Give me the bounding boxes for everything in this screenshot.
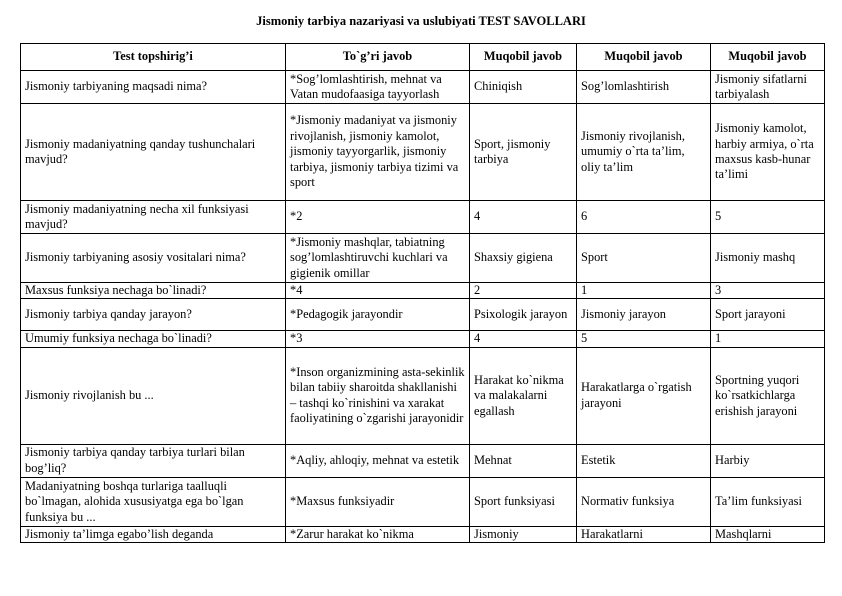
alternative-3-cell: 1 — [711, 331, 825, 347]
table-row — [21, 477, 825, 526]
alternative-2-cell: Harakatlarga o`rgatish jarayoni — [577, 347, 711, 444]
alternative-2-cell: Jismoniy rivojlanish, umumiy o`rta ta’lim, oliy ta’lim — [577, 104, 711, 201]
alternative-1-cell: 4 — [470, 201, 577, 234]
correct-answer-cell: *Inson organizmining asta-sekinlik bilan tabiiy sharoitda shakllanishi – tashqi ko`rinishini va xarakat faoliyatining o`zgarishi jarayonidir — [286, 347, 470, 444]
table-row — [21, 104, 825, 201]
alternative-1-cell: 4 — [470, 331, 577, 347]
table-row — [21, 347, 825, 444]
task-cell: Jismoniy madaniyatning necha xil funksiyasi mavjud? — [21, 201, 286, 234]
alternative-2-cell: Normativ funksiya — [577, 477, 711, 526]
alternative-1-cell: Chiniqish — [470, 71, 577, 104]
table-row — [21, 299, 825, 331]
correct-answer-cell: *Maxsus funksiyadir — [286, 477, 470, 526]
task-cell: Jismoniy rivojlanish bu ... — [21, 347, 286, 444]
correct-answer-cell: *Sog’lomlashtirish, mehnat va Vatan mudofaasiga tayyorlash — [286, 71, 470, 104]
table-row — [21, 71, 825, 104]
page-title: Jismoniy tarbiya nazariyasi va uslubiyati TEST SAVOLLARI — [256, 14, 586, 28]
alternative-1-cell: Jismoniy — [470, 526, 577, 542]
alternative-2-cell: 6 — [577, 201, 711, 234]
task-cell: Jismoniy ta’limga egabo’lish deganda — [21, 526, 286, 542]
correct-answer-cell: *2 — [286, 201, 470, 234]
alternative-2-cell: 5 — [577, 331, 711, 347]
column-header-alternative-3: Muqobil javob — [711, 44, 825, 71]
table-row — [21, 283, 825, 299]
correct-answer-cell: *3 — [286, 331, 470, 347]
correct-answer-cell: *Aqliy, ahloqiy, mehnat va estetik — [286, 444, 470, 477]
column-header-alternative-1: Muqobil javob — [470, 44, 577, 71]
alternative-3-cell: Harbiy — [711, 444, 825, 477]
task-cell: Jismoniy tarbiya qanday jarayon? — [21, 299, 286, 331]
task-cell: Umumiy funksiya nechaga bo`linadi? — [21, 331, 286, 347]
alternative-3-cell: Sportning yuqori ko`rsatkichlarga erishish jarayoni — [711, 347, 825, 444]
correct-answer-cell: *Pedagogik jarayondir — [286, 299, 470, 331]
table-header-row — [21, 44, 825, 71]
alternative-3-cell: 5 — [711, 201, 825, 234]
table-row — [21, 526, 825, 542]
table-row — [21, 201, 825, 234]
alternative-3-cell: 3 — [711, 283, 825, 299]
column-header-alternative-2: Muqobil javob — [577, 44, 711, 71]
alternative-1-cell: Sport, jismoniy tarbiya — [470, 104, 577, 201]
alternative-3-cell: Sport jarayoni — [711, 299, 825, 331]
task-cell: Jismoniy tarbiyaning asosiy vositalari nima? — [21, 234, 286, 283]
task-cell: Maxsus funksiya nechaga bo`linadi? — [21, 283, 286, 299]
alternative-2-cell: 1 — [577, 283, 711, 299]
alternative-2-cell: Sog’lomlashtirish — [577, 71, 711, 104]
alternative-1-cell: Psixologik jarayon — [470, 299, 577, 331]
correct-answer-cell: *Jismoniy mashqlar, tabiatning sog’lomlashtiruvchi kuchlari va gigienik omillar — [286, 234, 470, 283]
alternative-2-cell: Jismoniy jarayon — [577, 299, 711, 331]
task-cell: Jismoniy tarbiya qanday tarbiya turlari bilan bog’liq? — [21, 444, 286, 477]
table-row — [21, 331, 825, 347]
alternative-1-cell: 2 — [470, 283, 577, 299]
task-cell: Jismoniy tarbiyaning maqsadi nima? — [21, 71, 286, 104]
test-table — [20, 43, 825, 543]
correct-answer-cell: *4 — [286, 283, 470, 299]
alternative-3-cell: Ta’lim funksiyasi — [711, 477, 825, 526]
task-cell: Jismoniy madaniyatning qanday tushunchalari mavjud? — [21, 104, 286, 201]
alternative-1-cell: Shaxsiy gigiena — [470, 234, 577, 283]
table-row — [21, 234, 825, 283]
alternative-2-cell: Sport — [577, 234, 711, 283]
alternative-3-cell: Jismoniy sifatlarni tarbiyalash — [711, 71, 825, 104]
alternative-3-cell: Mashqlarni — [711, 526, 825, 542]
alternative-1-cell: Sport funksiyasi — [470, 477, 577, 526]
column-header-task: Test topshirig’i — [21, 44, 286, 71]
alternative-3-cell: Jismoniy kamolot, harbiy armiya, o`rta maxsus kasb-hunar ta’limi — [711, 104, 825, 201]
correct-answer-cell: *Zarur harakat ko`nikma — [286, 526, 470, 542]
column-header-correct-answer: To`g’ri javob — [286, 44, 470, 71]
task-cell: Madaniyatning boshqa turlariga taalluqli bo`lmagan, alohida xususiyatga ega bo`lgan funksiya bu ... — [21, 477, 286, 526]
alternative-1-cell: Harakat ko`nikma va malakalarni egallash — [470, 347, 577, 444]
alternative-2-cell: Harakatlarni — [577, 526, 711, 542]
alternative-3-cell: Jismoniy mashq — [711, 234, 825, 283]
alternative-2-cell: Estetik — [577, 444, 711, 477]
alternative-1-cell: Mehnat — [470, 444, 577, 477]
table-body — [21, 71, 825, 543]
table-row — [21, 444, 825, 477]
correct-answer-cell: *Jismoniy madaniyat va jismoniy rivojlanish, jismoniy kamolot, jismoniy tayyorgarlik, jismoniy tarbiya, jismoniy tarbiya tizimi va sport — [286, 104, 470, 201]
